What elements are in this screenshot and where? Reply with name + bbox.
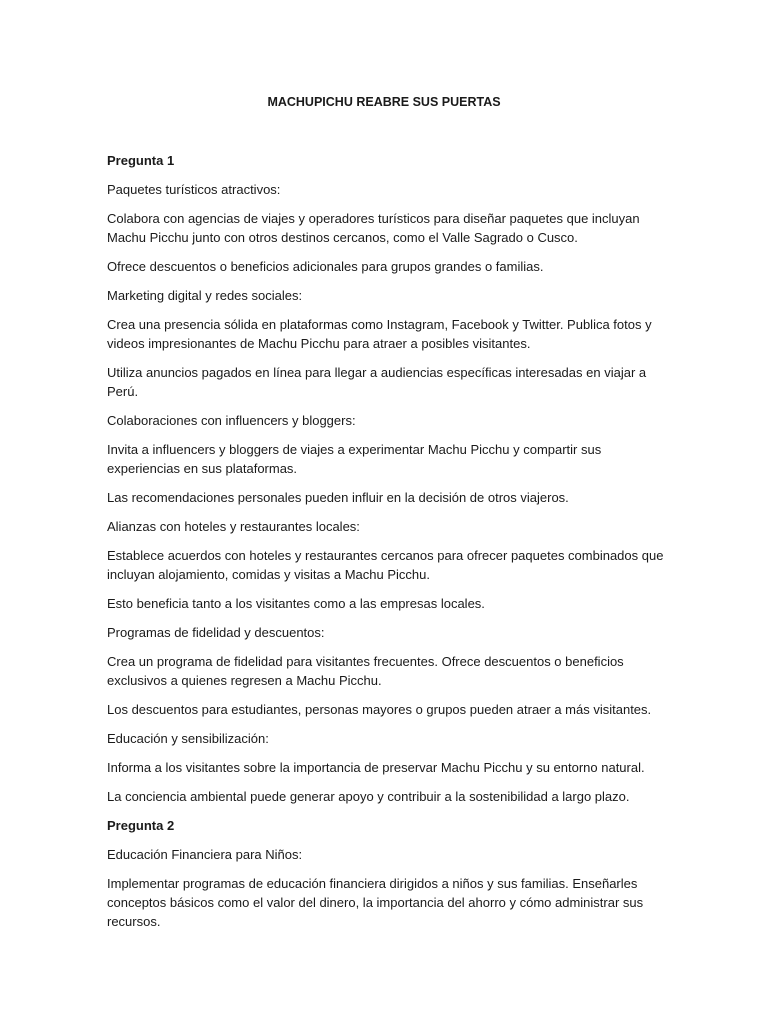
body-paragraph: Colaboraciones con influencers y bloggers: [107, 413, 356, 428]
body-paragraph: Ofrece descuentos o beneficios adicionales para grupos grandes o familias. [107, 259, 544, 274]
body-paragraph: Los descuentos para estudiantes, personas mayores o grupos pueden atraer a más visitantes. [107, 702, 652, 717]
body-paragraph: Marketing digital y redes sociales: [107, 288, 303, 303]
body-paragraph: Establece acuerdos con hoteles y restaurantes cercanos para ofrecer paquetes combinados que incluyan alojamiento, comidas y visitas a Machu Picchu. [107, 548, 664, 582]
body-paragraph: Colabora con agencias de viajes y operadores turísticos para diseñar paquetes que incluyan Machu Picchu junto con otros destinos cercanos, como el Valle Sagrado o Cusco. [107, 211, 640, 245]
body-paragraph: Las recomendaciones personales pueden influir en la decisión de otros viajeros. [107, 490, 569, 505]
body-paragraph: Esto beneficia tanto a los visitantes como a las empresas locales. [107, 596, 485, 611]
body-paragraph: Alianzas con hoteles y restaurantes locales: [107, 519, 360, 534]
body-paragraph: Utiliza anuncios pagados en línea para llegar a audiencias específicas interesadas en viajar a Perú. [107, 365, 647, 399]
document-title: MACHUPICHU REABRE SUS PUERTAS [267, 95, 501, 109]
body-paragraph: Programas de fidelidad y descuentos: [107, 625, 325, 640]
body-paragraph: Educación Financiera para Niños: [107, 847, 303, 862]
body-paragraph: La conciencia ambiental puede generar apoyo y contribuir a la sostenibilidad a largo plazo. [107, 789, 630, 804]
body-paragraph: Crea un programa de fidelidad para visitantes frecuentes. Ofrece descuentos o beneficios exclusivos a quienes regresen a Machu Picchu. [107, 654, 624, 688]
section-heading: Pregunta 1 [107, 153, 175, 168]
section-heading: Pregunta 2 [107, 818, 175, 833]
document-body [107, 151, 667, 941]
body-paragraph: Educación y sensibilización: [107, 731, 269, 746]
body-paragraph: Implementar programas de educación financiera dirigidos a niños y sus familias. Enseñarles conceptos básicos como el valor del dinero, la importancia del ahorro y cómo administrar sus recursos. [107, 876, 644, 929]
body-paragraph: Paquetes turísticos atractivos: [107, 182, 281, 197]
body-paragraph: Crea una presencia sólida en plataformas como Instagram, Facebook y Twitter. Publica fotos y videos impresionantes de Machu Picchu para atraer a posibles visitantes. [107, 317, 652, 351]
body-paragraph: Informa a los visitantes sobre la importancia de preservar Machu Picchu y su entorno natural. [107, 760, 645, 775]
body-paragraph: Invita a influencers y bloggers de viajes a experimentar Machu Picchu y compartir sus experiencias en sus plataformas. [107, 442, 602, 476]
